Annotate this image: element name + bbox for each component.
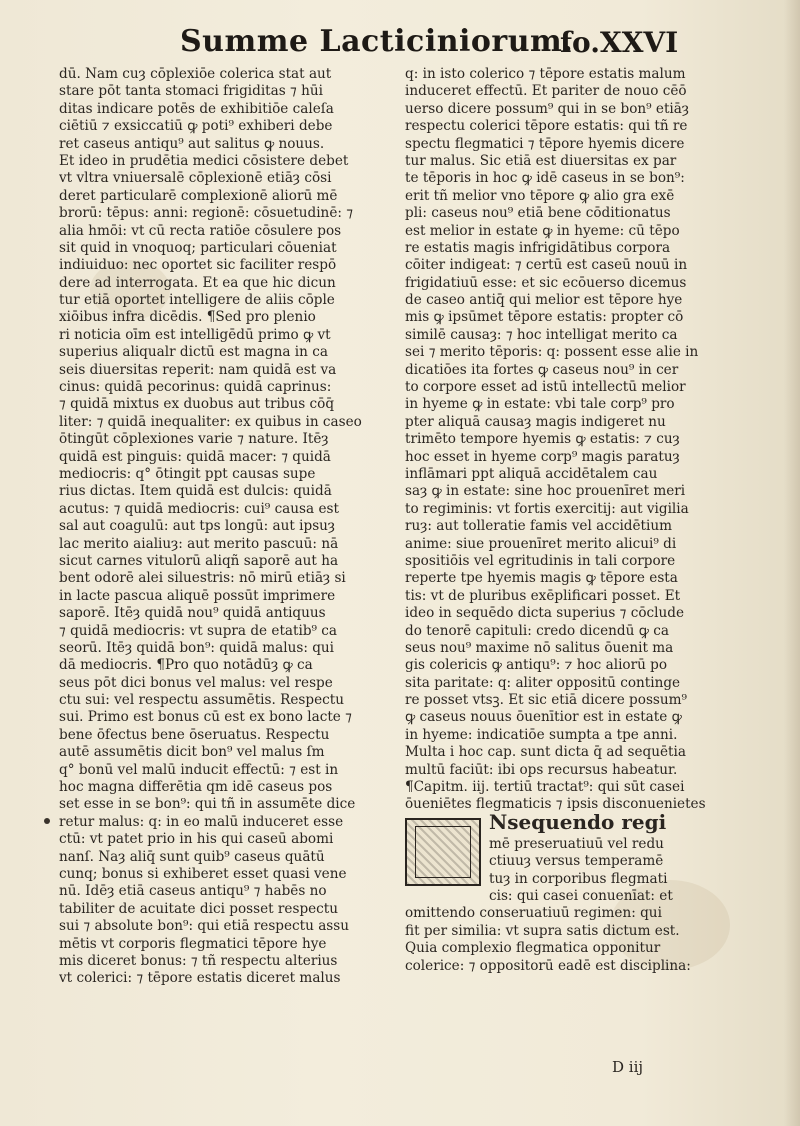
text-line: superius aliqualr dictū est magna in ca (59, 344, 328, 361)
text-line: to regiminis: vt fortis exercitij: aut vigilia (405, 500, 689, 517)
text-line: seus pōt dici bonus vel malus: vel respe (59, 674, 333, 691)
text-line: seus nou⁹ maxime nō salitus ōuenit ma (405, 639, 674, 656)
text-line: sita paritate: q: aliter oppositū continge (405, 674, 681, 691)
text-line: trimēto tempore hyemis ꝙ estatis: ⁊ cuȝ (405, 431, 680, 448)
text-line: tabiliter de acuitate dici posset respectu (59, 900, 339, 917)
chapter-heading-continued: ōueniētes flegmaticis ⁊ ipsis disconuenietes (405, 796, 706, 813)
chapter-heading: ¶Capitm. iij. tertiū tractat⁹: qui sūt casei (405, 779, 685, 796)
text-line: sui ⁊ absolute bon⁹: qui etiā respectu assu (59, 918, 350, 935)
text-line: seorū. Itēȝ quidā bon⁹: quidā malus: qui (59, 639, 335, 656)
text-line: xiōibus infra dicēdis. ¶Sed pro plenio (59, 309, 316, 326)
text-line: vt vltra vniuersalē cōplexionē etiāȝ cōsi (59, 170, 332, 187)
text-line: inflāmari ppt aliquā accidētalem cau (405, 465, 658, 482)
text-line: pli: caseus nou⁹ etiā bene cōditionatus (405, 205, 671, 222)
text-line: respectu colerici tēpore estatis: qui tñ re (405, 118, 688, 135)
text-line: sui. Primo est bonus cū est ex bono lacte ⁊ (59, 709, 352, 726)
text-line: mediocris: q° ōtingit ppt causas supe (59, 465, 316, 482)
chapter-text-line: fit per similia: vt supra satis dictum est. (405, 922, 680, 939)
text-line: tur malus. Sic etiā est diuersitas ex par (405, 152, 677, 169)
text-line: te tēporis in hoc ꝙ idē caseus in se bon⁹: (405, 170, 685, 187)
text-line: bent odorē alei siluestris: nō mirū etiāȝ si (59, 570, 346, 587)
text-line: dū. Nam cuȝ cōplexiōe colerica stat aut (59, 66, 332, 82)
text-line: gis colericis ꝙ antiqu⁹: ⁊ hoc aliorū po (405, 657, 668, 674)
text-line: induceret effectū. Et pariter de nouo cēō (405, 83, 687, 100)
chapter-text-line: colerice: ⁊ oppositorū eadē est disciplina: (405, 957, 691, 974)
text-line: similē causaȝ: ⁊ hoc intelligat merito ca (405, 326, 678, 343)
text-line: cinus: quidā pecorinus: quidā caprinus: (59, 379, 332, 396)
text-line: q: in isto colerico ⁊ tēpore estatis malum (405, 66, 686, 82)
folio-number: fo.XXVI (560, 26, 679, 59)
chapter-opening (405, 809, 757, 906)
text-line: indiuiduo: nec oportet sic faciliter respō (59, 257, 337, 274)
text-line: in lacte pascua aliquē possūt imprimere (59, 587, 336, 604)
text-line: quidā est pinguis: quidā macer: ⁊ quidā (59, 448, 331, 465)
text-line: saȝ ꝙ in estate: sine hoc prouenīret meri (405, 483, 686, 500)
text-line: vt colerici: ⁊ tēpore estatis diceret malus (59, 970, 341, 987)
text-line: hoc magna differētia qm idē caseus pos (59, 779, 333, 796)
text-line: sit quid in vnoquoq; particulari cōueniat (59, 239, 337, 256)
chapter-indented-line: mē preseruatiuū vel redu (489, 835, 664, 852)
text-line: dā mediocris. ¶Pro quo notādūȝ ꝙ ca (59, 657, 313, 674)
text-line: de caseo antiq̄ qui melior est tēpore hye (405, 292, 683, 309)
text-line: spectu flegmatici ⁊ tēpore hyemis dicere (405, 135, 685, 152)
text-line: mis diceret bonus: ⁊ tñ respectu alterius (59, 952, 338, 969)
page-header (0, 20, 800, 60)
chapter-incipit-line: Nsequendo regi (489, 809, 667, 834)
text-line: seis diuersitas reperit: nam quidā est va (59, 361, 337, 378)
text-line: in hyeme ꝙ in estate: vbi tale corp⁹ pro (405, 396, 675, 413)
text-line: autē assumētis dicit bon⁹ vel malus ſm (59, 744, 325, 761)
text-line: nū. Idēȝ etiā caseus antiqu⁹ ⁊ habēs no (59, 883, 327, 900)
text-line: cunq; bonus si exhiberet esset quasi vene (59, 865, 347, 882)
text-line: liter: ⁊ quidā inequaliter: ex quibus in caseo (59, 413, 362, 430)
left-text-column (59, 66, 397, 988)
chapter-indented-line: cis: qui casei conuenīat: et (489, 887, 673, 904)
text-line: bene ōfectus bene ōseruatus. Respectu (59, 726, 330, 743)
text-line: dere ad interrogata. Et ea que hic dicun (59, 274, 336, 291)
text-line: Multa i hoc cap. sunt dicta q̄ ad sequētia (405, 744, 686, 761)
margin-mark (44, 818, 50, 824)
text-line: re estatis magis infrigidātibus corpora (405, 239, 671, 256)
running-title: Summe Lacticiniorum. (180, 24, 574, 59)
text-line: tur etiā oportet intelligere de aliis cōple (59, 292, 335, 309)
text-line: reperte tpe hyemis magis ꝙ tēpore esta (405, 570, 678, 587)
text-line: nanſ. Naȝ aliq̄ sunt quib⁹ caseus quātū (59, 848, 325, 865)
text-line: sicut carnes vitulorū aliqñ saporē aut ha (59, 552, 339, 569)
chapter-indented-line: tuȝ in corporibus flegmati (489, 870, 668, 887)
text-line: dicatiōes ita fortes ꝙ caseus nou⁹ in cer (405, 361, 679, 378)
text-line: cōiter indigeat: ⁊ certū est caseū nouū in (405, 257, 688, 274)
text-line: retur malus: q: in eo malū induceret esse (59, 813, 344, 830)
text-line: pter aliquā causaȝ magis indigeret nu (405, 413, 666, 430)
text-line: uerso dicere possum⁹ qui in se bon⁹ etiāȝ (405, 100, 689, 117)
text-line: multū faciūt: ibi ops recursus habeatur. (405, 761, 678, 778)
text-line: ⁊ quidā mediocris: vt supra de etatib⁹ ca (59, 622, 338, 639)
chapter-text-line: Quia complexio flegmatica opponitur (405, 940, 661, 957)
text-line: to corpore esset ad istū intellectū melior (405, 379, 686, 396)
text-line: in hyeme: indicatiōe sumpta a tpe anni. (405, 726, 678, 743)
text-line: ⁊ quidā mixtus ex duobus aut tribus cōq̄ (59, 396, 335, 413)
text-line: deret particularē complexionē aliorū mē (59, 187, 338, 204)
text-line: do tenorē capituli: credo dicendū ꝙ ca (405, 622, 669, 639)
text-line: ditas indicare potēs de exhibitiōe caleſa (59, 100, 334, 117)
text-line: Et ideo in prudētia medici cōsistere debet (59, 152, 349, 169)
chapter-text-line: omittendo conseruatiuū regimen: qui (405, 905, 662, 922)
text-line: est melior in estate ꝙ in hyeme: cū tēpo (405, 222, 680, 239)
text-line: ret caseus antiqu⁹ aut salitus ꝙ nouus. (59, 135, 325, 152)
text-line: sal aut coagulū: aut tps longū: aut ipsuȝ (59, 518, 336, 535)
signature-mark: D iij (612, 1058, 644, 1076)
text-line: ideo in sequēdo dicta superius ⁊ cōclude (405, 605, 685, 622)
text-line: mētis vt corporis flegmatici tēpore hye (59, 935, 327, 952)
text-line: set esse in se bon⁹: qui tñ in assumēte dice (59, 796, 356, 813)
woodcut-initial-image (405, 818, 481, 886)
text-line: ri noticia oīm est intelligēdū primo ꝙ vt (59, 326, 331, 343)
text-line: ꝙ caseus nouus ōuenītior est in estate ꝙ (405, 709, 682, 726)
text-line: ctū: vt patet prio in his qui caseū abomi (59, 831, 334, 848)
right-text-column (405, 66, 757, 975)
text-line: ōtingūt cōplexiones varie ⁊ nature. Itēȝ (59, 431, 329, 448)
woodcut-frame (415, 826, 471, 878)
chapter-indented-line: ctiuuȝ versus temperamē (489, 853, 664, 870)
text-line: ruȝ: aut tolleratie famis vel accidētium (405, 518, 672, 535)
text-line: ctu sui: vel respectu assumētis. Respectu (59, 692, 344, 709)
text-line: anime: siue prouenīret merito alicui⁹ di (405, 535, 677, 552)
text-line: rius dictas. Item quidā est dulcis: quidā (59, 483, 332, 500)
text-line: saporē. Itēȝ quidā nou⁹ quidā antiquus (59, 605, 326, 622)
text-line: tis: vt de pluribus exēplificari posset. Et (405, 587, 681, 604)
text-line: re posset vtsꝫ. Et sic etiā dicere possum⁹ (405, 692, 687, 709)
text-line: mis ꝙ ipsūmet tēpore estatis: propter cō (405, 309, 684, 326)
text-line: lac merito aialiuȝ: aut merito pascuū: nā (59, 535, 339, 552)
text-line: stare pōt tanta stomaci frigiditas ⁊ hūi (59, 83, 323, 100)
text-line: hoc esset in hyeme corp⁹ magis paratuȝ (405, 448, 680, 465)
text-line: q° bonū vel malū inducit effectū: ⁊ est in (59, 761, 339, 778)
text-line: erit tñ melior vno tēpore ꝙ alio gra exē (405, 187, 675, 204)
text-line: ciētiū ⁊ exsiccatiū ꝙ poti⁹ exhiberi debe (59, 118, 333, 135)
text-line: brorū: tēpus: anni: regionē: cōsuetudinē: ⁊ (59, 205, 354, 222)
text-line: sei ⁊ merito tēporis: q: possent esse alie in (405, 344, 699, 361)
right-column-body (405, 66, 757, 779)
text-line: acutus: ⁊ quidā mediocris: cui⁹ causa est (59, 500, 339, 517)
text-line: alia hmōi: vt cū recta ratiōe cōsulere pos (59, 222, 342, 239)
text-line: frigidatiuū esse: et sic ecōuerso dicemus (405, 274, 687, 291)
page-edge-shadow (784, 0, 800, 1126)
text-line: spositiōis vel egritudinis in tali corpore (405, 552, 676, 569)
